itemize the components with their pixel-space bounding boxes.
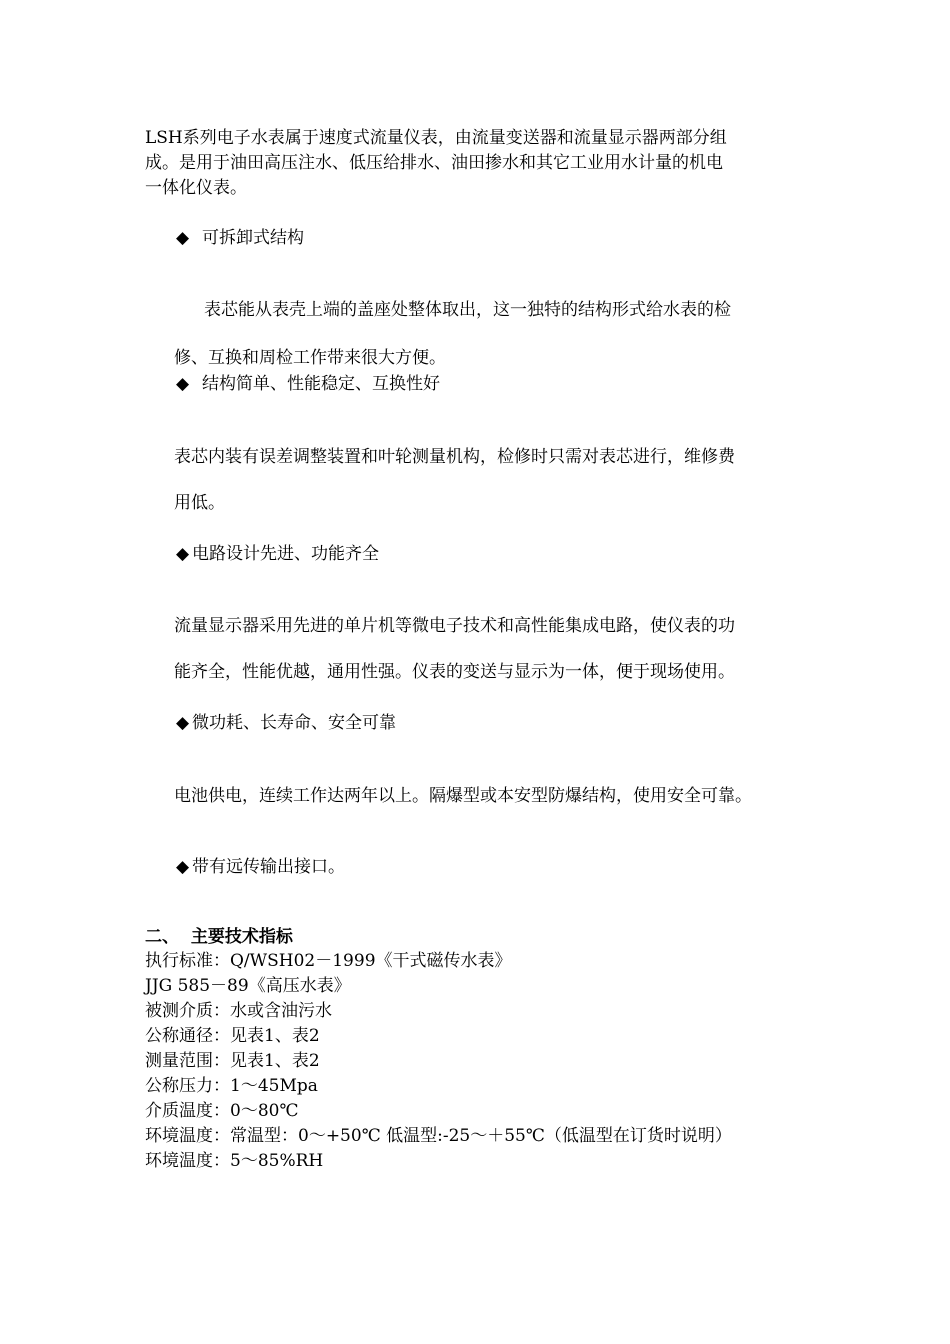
feature-2-body-line-2: 用低。 bbox=[174, 493, 225, 513]
diamond-bullet-icon: ◆ bbox=[176, 374, 190, 394]
spec-nominal-diameter: 公称通径：见表1、表2 bbox=[145, 1026, 320, 1046]
spec-ambient-humidity: 环境温度：5～85%RH bbox=[145, 1151, 324, 1171]
feature-2-title-text: 结构简单、性能稳定、互换性好 bbox=[202, 374, 440, 394]
feature-3-title-text: 电路设计先进、功能齐全 bbox=[192, 544, 379, 564]
diamond-bullet-icon: ◆ bbox=[176, 544, 190, 564]
feature-1-title bbox=[176, 228, 304, 248]
spec-pressure: 公称压力：1～45Mpa bbox=[145, 1076, 318, 1096]
feature-1-body-line-1: 表芯能从表壳上端的盖座处整体取出，这一独特的结构形式给水表的检 bbox=[204, 300, 731, 320]
spec-ambient-temp: 环境温度：常温型：0～+50℃ 低温型:-25～＋55℃（低温型在订货时说明） bbox=[145, 1126, 732, 1146]
diamond-bullet-icon: ◆ bbox=[176, 857, 190, 877]
feature-1-body-line-2: 修、互换和周检工作带来很大方便。 bbox=[174, 348, 446, 368]
diamond-bullet-icon: ◆ bbox=[176, 228, 190, 248]
feature-5-title bbox=[176, 857, 345, 877]
feature-2-body-line-1: 表芯内装有误差调整装置和叶轮测量机构，检修时只需对表芯进行，维修费 bbox=[174, 447, 735, 467]
diamond-bullet-icon: ◆ bbox=[176, 713, 190, 733]
spec-jjg: JJG 585－89《高压水表》 bbox=[145, 976, 351, 996]
feature-3-body-line-1: 流量显示器采用先进的单片机等微电子技术和高性能集成电路，使仪表的功 bbox=[174, 616, 735, 636]
spec-medium: 被测介质：水或含油污水 bbox=[145, 1001, 332, 1021]
feature-4-title bbox=[176, 713, 396, 733]
intro-line-1: LSH系列电子水表属于速度式流量仪表，由流量变送器和流量显示器两部分组 bbox=[145, 128, 727, 148]
feature-3-body-line-2: 能齐全，性能优越，通用性强。仪表的变送与显示为一体，便于现场使用。 bbox=[174, 662, 735, 682]
feature-4-title-text: 微功耗、长寿命、安全可靠 bbox=[192, 713, 396, 733]
feature-1-title-text: 可拆卸式结构 bbox=[202, 228, 304, 248]
feature-3-title bbox=[176, 544, 379, 564]
spec-medium-temp: 介质温度：0～80℃ bbox=[145, 1101, 299, 1121]
spec-range: 测量范围：见表1、表2 bbox=[145, 1051, 320, 1071]
intro-line-2: 成。是用于油田高压注水、低压给排水、油田掺水和其它工业用水计量的机电 bbox=[145, 153, 723, 173]
feature-5-title-text: 带有远传输出接口。 bbox=[192, 857, 345, 877]
section-2-heading: 二、 主要技术指标 bbox=[145, 927, 293, 947]
spec-standard: 执行标准：Q/WSH02－1999《干式磁传水表》 bbox=[145, 951, 512, 971]
intro-line-3: 一体化仪表。 bbox=[145, 178, 247, 198]
feature-4-body-line-1: 电池供电，连续工作达两年以上。隔爆型或本安型防爆结构，使用安全可靠。 bbox=[174, 786, 752, 806]
feature-2-title bbox=[176, 374, 440, 394]
